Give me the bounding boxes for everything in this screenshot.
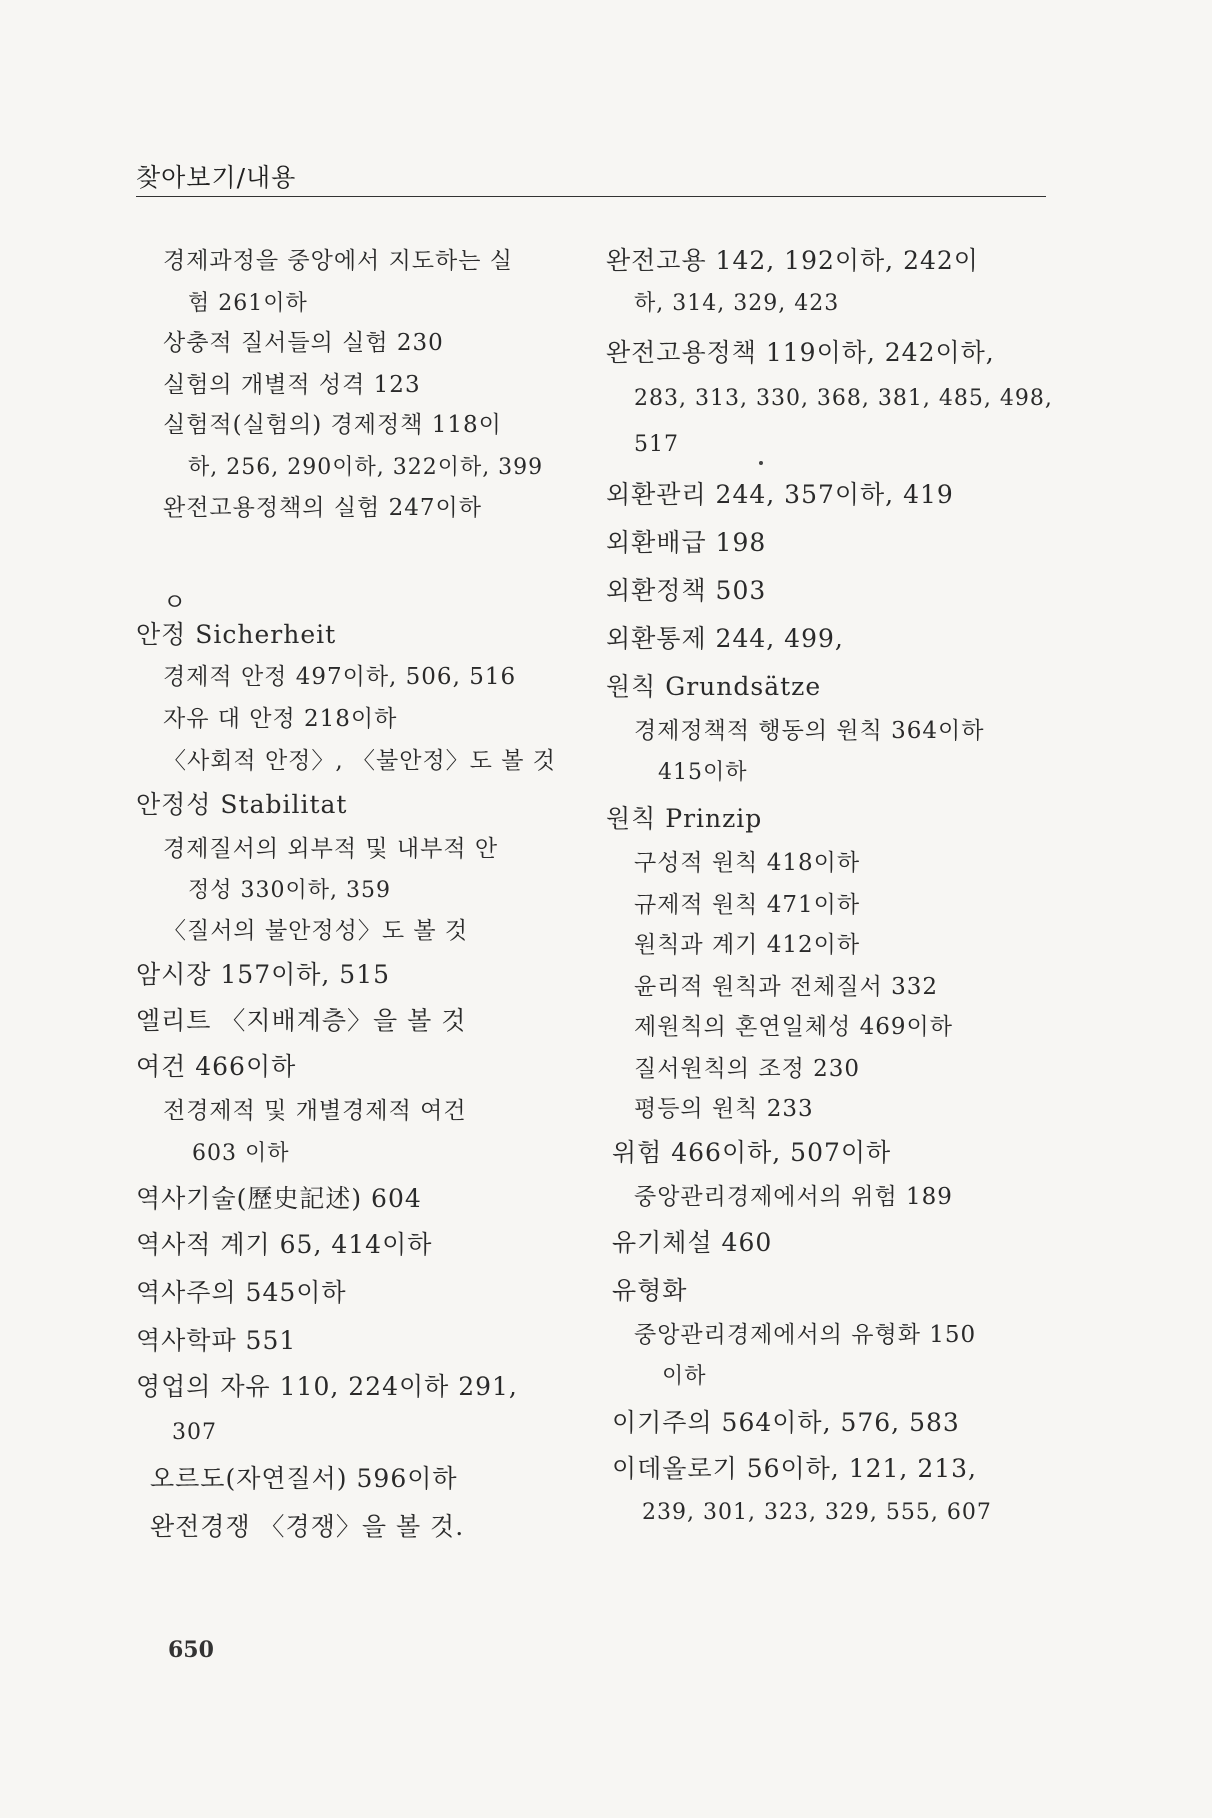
index-continuation: 하, 314, 329, 423	[634, 291, 840, 316]
page-header-title: 찾아보기/내용	[136, 163, 297, 192]
index-subentry: 제원칙의 혼연일체성 469이하	[634, 1014, 953, 1040]
index-subentry: 자유 대 안정 218이하	[163, 706, 398, 732]
index-subentry: 실험의 개별적 성격 123	[163, 372, 421, 398]
index-subentry: 완전고용정책의 실험 247이하	[163, 495, 482, 521]
index-subentry: 경제적 안정 497이하, 506, 516	[163, 664, 517, 690]
index-entry: 역사주의 545이하	[136, 1278, 347, 1307]
index-continuation: 이하	[662, 1364, 707, 1389]
index-subentry: 윤리적 원칙과 전체질서 332	[634, 974, 939, 1000]
index-continuation: 307	[172, 1420, 217, 1445]
index-subentry: 상충적 질서들의 실험 230	[163, 330, 444, 356]
index-entry: 오르도(자연질서) 596이하	[150, 1464, 458, 1493]
index-entry: 역사학파 551	[136, 1326, 297, 1355]
index-continuation: 517	[634, 432, 679, 457]
index-subentry: 실험적(실험의) 경제정책 118이	[163, 412, 502, 438]
index-subentry: 규제적 원칙 471이하	[634, 892, 861, 918]
index-entry: 영업의 자유 110, 224이하 291,	[136, 1372, 518, 1401]
index-subentry: 경제과정을 중앙에서 지도하는 실	[163, 248, 513, 274]
index-subentry: 경제정책적 행동의 원칙 364이하	[634, 718, 985, 744]
index-entry: 안정 Sicherheit	[136, 620, 337, 649]
index-entry: 엘리트 〈지배계층〉을 볼 것	[136, 1006, 467, 1035]
index-subentry: 〈질서의 불안정성〉도 볼 것	[163, 918, 469, 944]
page-number: 650	[168, 1637, 214, 1663]
index-entry: 유기체설 460	[612, 1228, 773, 1257]
header-rule	[136, 196, 1046, 197]
index-entry: 역사적 계기 65, 414이하	[136, 1230, 433, 1259]
index-subentry: 전경제적 및 개별경제적 여건	[163, 1098, 467, 1124]
index-entry: 암시장 157이하, 515	[136, 960, 391, 989]
index-subentry: 중앙관리경제에서의 유형화 150	[634, 1322, 977, 1348]
stray-dot	[759, 461, 763, 465]
index-continuation: 정성 330이하, 359	[188, 878, 391, 903]
index-entry: 이데올로기 56이하, 121, 213,	[612, 1454, 977, 1483]
index-continuation: 239, 301, 323, 329, 555, 607	[642, 1500, 992, 1525]
index-entry: 원칙 Prinzip	[606, 804, 763, 833]
index-subentry: 평등의 원칙 233	[634, 1096, 814, 1122]
index-continuation: 415이하	[658, 760, 748, 785]
index-subentry: 중앙관리경제에서의 위험 189	[634, 1184, 953, 1210]
index-entry: 외환통제 244, 499,	[606, 624, 844, 653]
index-entry: 여건 466이하	[136, 1052, 297, 1081]
index-continuation: 603 이하	[192, 1141, 290, 1166]
index-entry: 이기주의 564이하, 576, 583	[612, 1408, 960, 1437]
index-continuation: 하, 256, 290이하, 322이하, 399	[188, 455, 544, 480]
index-subentry: 질서원칙의 조정 230	[634, 1056, 861, 1082]
index-entry: 완전경쟁 〈경쟁〉을 볼 것.	[150, 1512, 465, 1541]
letter-heading: ㅇ	[163, 588, 187, 616]
index-entry: 외환배급 198	[606, 528, 767, 557]
index-entry: 외환정책 503	[606, 576, 767, 605]
index-entry: 완전고용 142, 192이하, 242이	[606, 246, 979, 275]
index-continuation: 283, 313, 330, 368, 381, 485, 498,	[634, 386, 1053, 411]
index-subentry: 원칙과 계기 412이하	[634, 932, 861, 958]
index-entry: 역사기술(歷史記述) 604	[136, 1184, 422, 1213]
index-subentry: 경제질서의 외부적 및 내부적 안	[163, 836, 499, 862]
index-subentry: 구성적 원칙 418이하	[634, 850, 861, 876]
index-entry: 안정성 Stabilitat	[136, 790, 348, 819]
index-continuation: 험 261이하	[188, 291, 308, 316]
index-subentry: 〈사회적 안정〉, 〈불안정〉도 볼 것	[163, 748, 556, 774]
index-entry: 위험 466이하, 507이하	[612, 1138, 892, 1167]
index-entry: 원칙 Grundsätze	[606, 672, 822, 701]
index-entry: 완전고용정책 119이하, 242이하,	[606, 338, 995, 367]
index-entry: 유형화	[612, 1276, 688, 1305]
index-entry: 외환관리 244, 357이하, 419	[606, 480, 954, 509]
